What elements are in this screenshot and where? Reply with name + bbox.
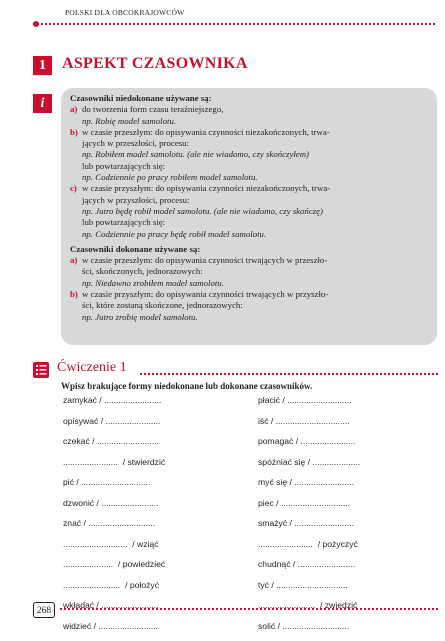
exercise-instruction: Wpisz brakujące formy niedokonane lub dokonane czasowników. bbox=[61, 381, 312, 391]
example-line bbox=[82, 206, 330, 217]
exercise-row bbox=[63, 580, 433, 601]
exercise-item[interactable]: opisywać / ....................... bbox=[63, 416, 213, 426]
item-text: lub powtarzających się: bbox=[82, 161, 330, 172]
exercise-item[interactable]: ..................... / powiedzieć bbox=[63, 559, 213, 569]
example-note: (ale nie wiadomo, czy skończę) bbox=[214, 206, 323, 216]
example: np. Codziennie po pracy robiłem model samolotu. bbox=[82, 172, 330, 183]
exercise-item[interactable]: spóźniać się / .................... bbox=[258, 457, 438, 467]
exercise-row bbox=[63, 559, 433, 580]
exercise-item[interactable]: ........................... / wziąć bbox=[63, 539, 213, 549]
example: np. Robię model samolotu. bbox=[82, 116, 223, 127]
exercise-item[interactable]: pić / ............................. bbox=[63, 477, 213, 487]
exercise-item[interactable]: pomagać / ....................... bbox=[258, 436, 438, 446]
exercise-item[interactable]: ........................ / zwiedzić bbox=[258, 600, 438, 610]
footer-dotted-rule bbox=[60, 608, 438, 610]
exercise-item[interactable]: zamykać / ........................ bbox=[63, 395, 213, 405]
item-label: b) bbox=[70, 127, 82, 183]
perf-item-a bbox=[70, 255, 427, 289]
item-text: ści, skończonych, jednorazowych: bbox=[82, 266, 327, 277]
exercise-row bbox=[63, 600, 433, 621]
item-text: lub powtarzających się: bbox=[82, 217, 330, 228]
imperf-item-b bbox=[70, 127, 427, 183]
list-icon bbox=[33, 362, 49, 378]
running-header: POLSKI DLA OBCOKRAJOWCÓW bbox=[65, 8, 184, 17]
exercise-item[interactable]: smażyć / ......................... bbox=[258, 518, 438, 528]
section-title: ASPEKT CZASOWNIKA bbox=[62, 55, 248, 73]
imperf-item-c bbox=[70, 183, 427, 239]
header-dotted-rule bbox=[33, 23, 435, 25]
exercise-dotted-rule bbox=[140, 373, 438, 375]
exercise-grid bbox=[63, 395, 433, 641]
exercise-row bbox=[63, 621, 433, 641]
item-label: b) bbox=[70, 289, 82, 323]
exercise-row bbox=[63, 436, 433, 457]
exercise-item[interactable]: myć się / ......................... bbox=[258, 477, 438, 487]
exercise-row bbox=[63, 416, 433, 437]
exercise-item[interactable]: piec / ............................. bbox=[258, 498, 438, 508]
item-text: w czasie przyszłym: do opisywania czynności trwających w przyszło- bbox=[82, 289, 328, 300]
exercise-item[interactable]: ........................ / położyć bbox=[63, 580, 213, 590]
example: np. Jutro zrobię model samolotu. bbox=[82, 312, 328, 323]
item-label: c) bbox=[70, 183, 82, 239]
example: np. Jutro będę robił model samolotu. bbox=[82, 206, 212, 216]
item-text: do tworzenia form czasu teraźniejszego, bbox=[82, 104, 223, 115]
example: np. Niedawno zrobiłem model samolotu. bbox=[82, 278, 327, 289]
exercise-item[interactable]: znać / ............................ bbox=[63, 518, 213, 528]
section-number: 1 bbox=[33, 56, 52, 75]
exercise-item[interactable]: płacić / ........................... bbox=[258, 395, 438, 405]
example: np. Codziennie po pracy będę robił model samolotu. bbox=[82, 229, 330, 240]
info-icon: i bbox=[33, 94, 52, 113]
item-label: a) bbox=[70, 104, 82, 127]
item-text: ści, które zostaną skończone, jednorazowych: bbox=[82, 300, 328, 311]
page-number: 268 bbox=[33, 602, 55, 618]
item-text: w czasie przeszłym: do opisywania czynności niezakończonych, trwa- bbox=[82, 127, 330, 138]
grammar-box bbox=[61, 88, 437, 345]
exercise-item[interactable]: iść / ............................... bbox=[258, 416, 438, 426]
exercise-row bbox=[63, 457, 433, 478]
exercise-row bbox=[63, 518, 433, 539]
exercise-item[interactable]: czekać / .......................... bbox=[63, 436, 213, 446]
exercise-row bbox=[63, 498, 433, 519]
exercise-item[interactable]: dzwonić / ........................ bbox=[63, 498, 213, 508]
exercise-item[interactable]: chudnąć / ........................ bbox=[258, 559, 438, 569]
example-note: (ale nie wiadomo, czy skończyłem) bbox=[187, 149, 309, 159]
item-text: w czasie przeszłym: do opisywania czynności trwających w przeszło- bbox=[82, 255, 327, 266]
imperfective-heading: Czasowniki niedokonane używane są: bbox=[70, 93, 427, 104]
exercise-title: Ćwiczenie 1 bbox=[57, 360, 127, 376]
exercise-item[interactable]: widzieć / ......................... bbox=[63, 621, 213, 631]
exercise-row bbox=[63, 539, 433, 560]
exercise-item[interactable]: solić / ............................ bbox=[258, 621, 438, 631]
item-text: jących w przyszłości, procesu: bbox=[82, 195, 330, 206]
perfective-heading: Czasowniki dokonane używane są: bbox=[70, 244, 427, 255]
item-text: jących w przeszłości, procesu: bbox=[82, 138, 330, 149]
exercise-row bbox=[63, 477, 433, 498]
exercise-item[interactable]: ....................... / stwierdzić bbox=[63, 457, 213, 467]
exercise-row bbox=[63, 395, 433, 416]
exercise-item[interactable]: tyć / .............................. bbox=[258, 580, 438, 590]
imperf-item-a bbox=[70, 104, 427, 127]
exercise-item[interactable]: ....................... / pożyczyć bbox=[258, 539, 438, 549]
example: np. Robiłem model samolotu. bbox=[82, 149, 185, 159]
item-text: w czasie przyszłym: do opisywania czynności niezakończonych, trwa- bbox=[82, 183, 330, 194]
item-label: a) bbox=[70, 255, 82, 289]
exercise-item[interactable]: wkładać / ........................ bbox=[63, 600, 213, 610]
perf-item-b bbox=[70, 289, 427, 323]
example-line bbox=[82, 149, 330, 160]
